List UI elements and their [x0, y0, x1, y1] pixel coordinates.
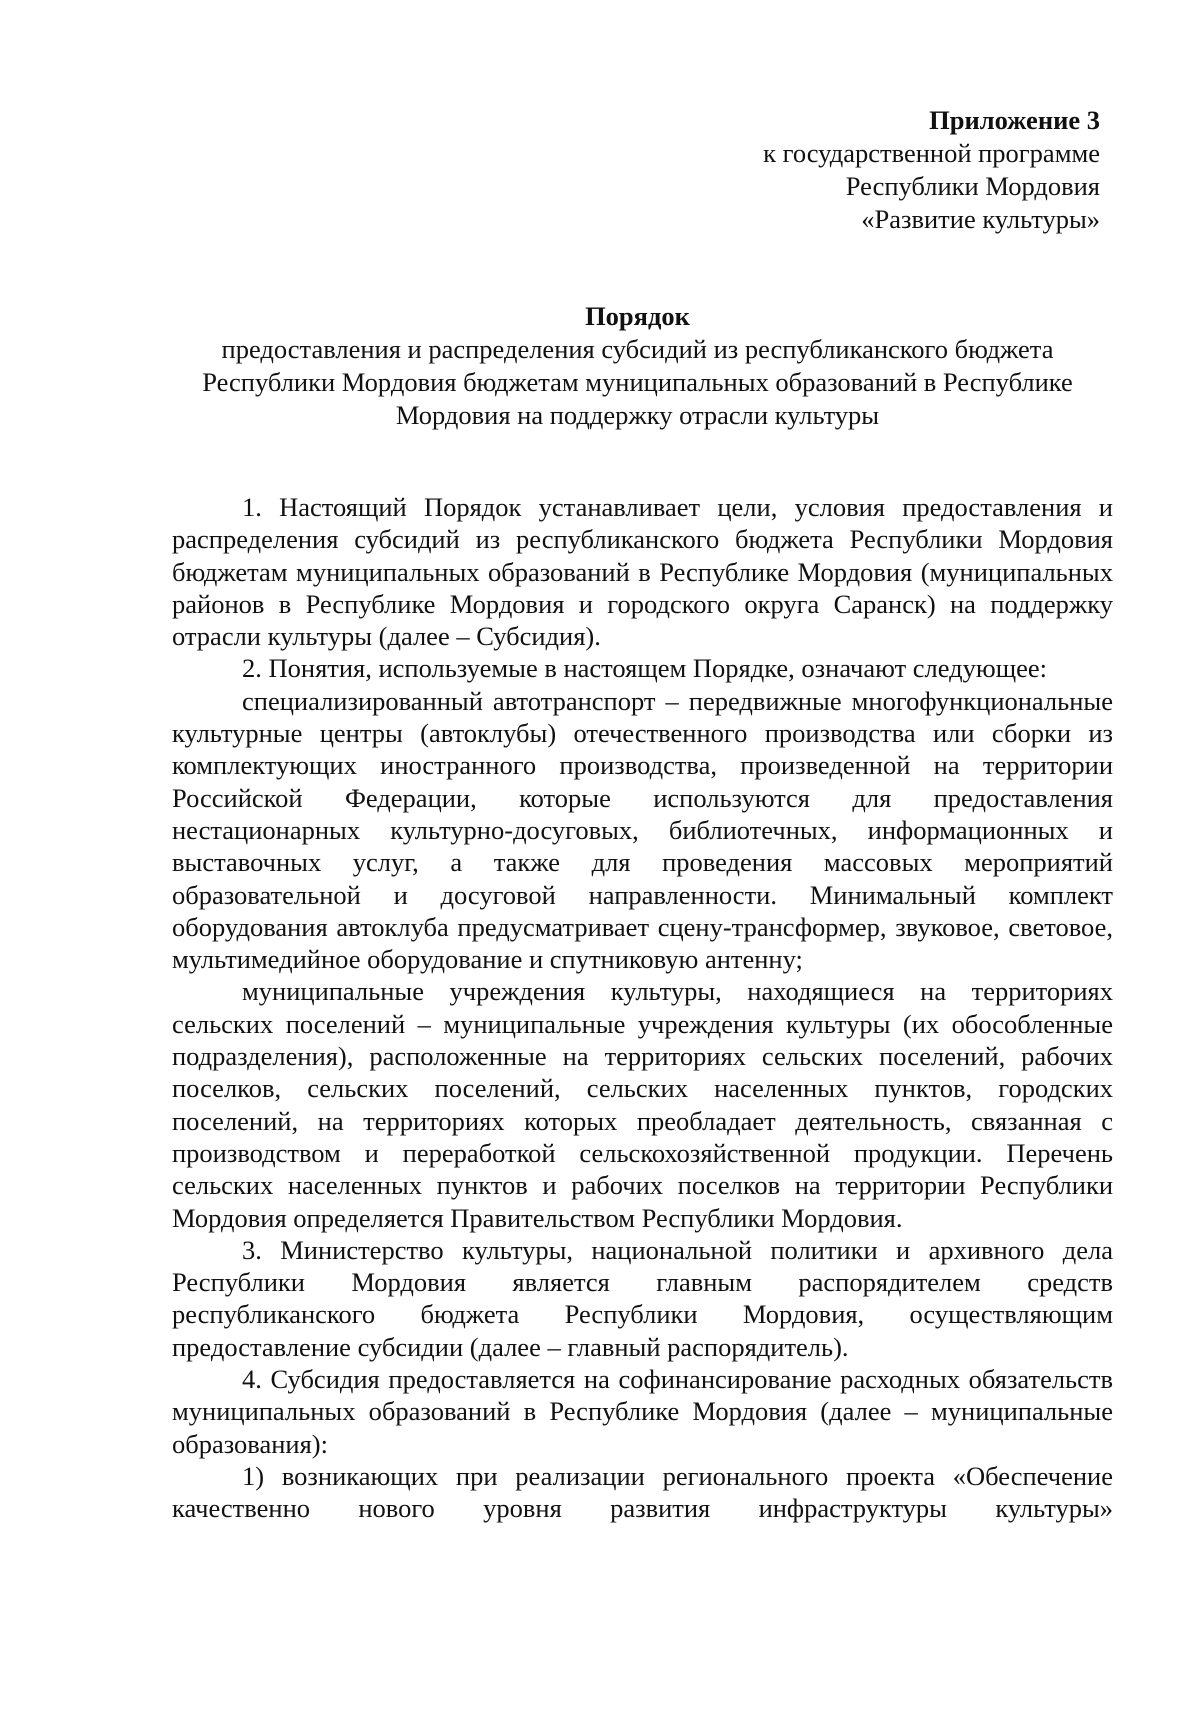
- paragraph: 2. Понятия, используемые в настоящем Порядке, означают следующее:: [242, 653, 1048, 684]
- document-subtitle: предоставления и распределения субсидий из республиканского бюджета Республики Мордовия бюджетам муниципальных образований в Республике Мордовия на поддержку отрасли культуры: [202, 334, 1073, 430]
- paragraph: 3. Министерство культуры, национальной политики и архивного дела Республики Мордовия является главным распорядителем средств республиканского бюджета Республики Мордовия, осуществляющим предоставление субсидии (далее – главный распорядитель).: [172, 1234, 1113, 1362]
- appendix-line: Республики Мордовия: [845, 171, 1100, 201]
- paragraph: 1) возникающих при реализации регионального проекта «Обеспечение качественно нового уровня развития инфраструктуры культуры»: [172, 1460, 1113, 1524]
- paragraph: специализированный автотранспорт – передвижные многофункциональные культурные центры (автоклубы) отечественного производства или сборки из комплектующих иностранного производства, произведенной на территории Российской Федерации, которые используются для предоставления нестационарных культурно-досуговых, библиотечных, информационных и выставочных услуг, а также для проведения массовых мероприятий образовательной и досуговой направленности. Минимальный комплект оборудования автоклуба предусматривает сцену-трансформер, звуковое, световое, мультимедийное оборудование и спутниковую антенну;: [172, 685, 1113, 975]
- appendix-line: к государственной программе: [763, 138, 1100, 168]
- document-heading: [160, 300, 1115, 432]
- paragraph: муниципальные учреждения культуры, находящиеся на территориях сельских поселений – муниципальные учреждения культуры (их обособленные подразделения), расположенные на территориях сельских поселений, рабочих поселков, сельских поселений, сельских населенных пунктов, городских поселений, на территориях которых преобладает деятельность, связанная с производством и переработкой сельскохозяйственной продукции. Перечень сельских населенных пунктов и рабочих поселков на территории Республики Мордовия определяется Правительством Республики Мордовия.: [172, 976, 1113, 1233]
- document-title: Порядок: [585, 301, 690, 331]
- paragraph: 4. Субсидия предоставляется на софинансирование расходных обязательств муниципальных образований в Республике Мордовия (далее – муниципальные образования):: [172, 1364, 1113, 1459]
- appendix-line: «Развитие культуры»: [861, 204, 1100, 234]
- document-body: [172, 491, 1113, 1525]
- appendix-block: [500, 104, 1100, 236]
- appendix-title: Приложение 3: [929, 105, 1100, 135]
- paragraph: 1. Настоящий Порядок устанавливает цели, условия предоставления и распределения субсидий из республиканского бюджета Республики Мордовия бюджетам муниципальных образований в Республике Мордовия (муниципальных районов в Республике Мордовия и городского округа Саранск) на поддержку отрасли культуры (далее – Субсидия).: [172, 492, 1113, 652]
